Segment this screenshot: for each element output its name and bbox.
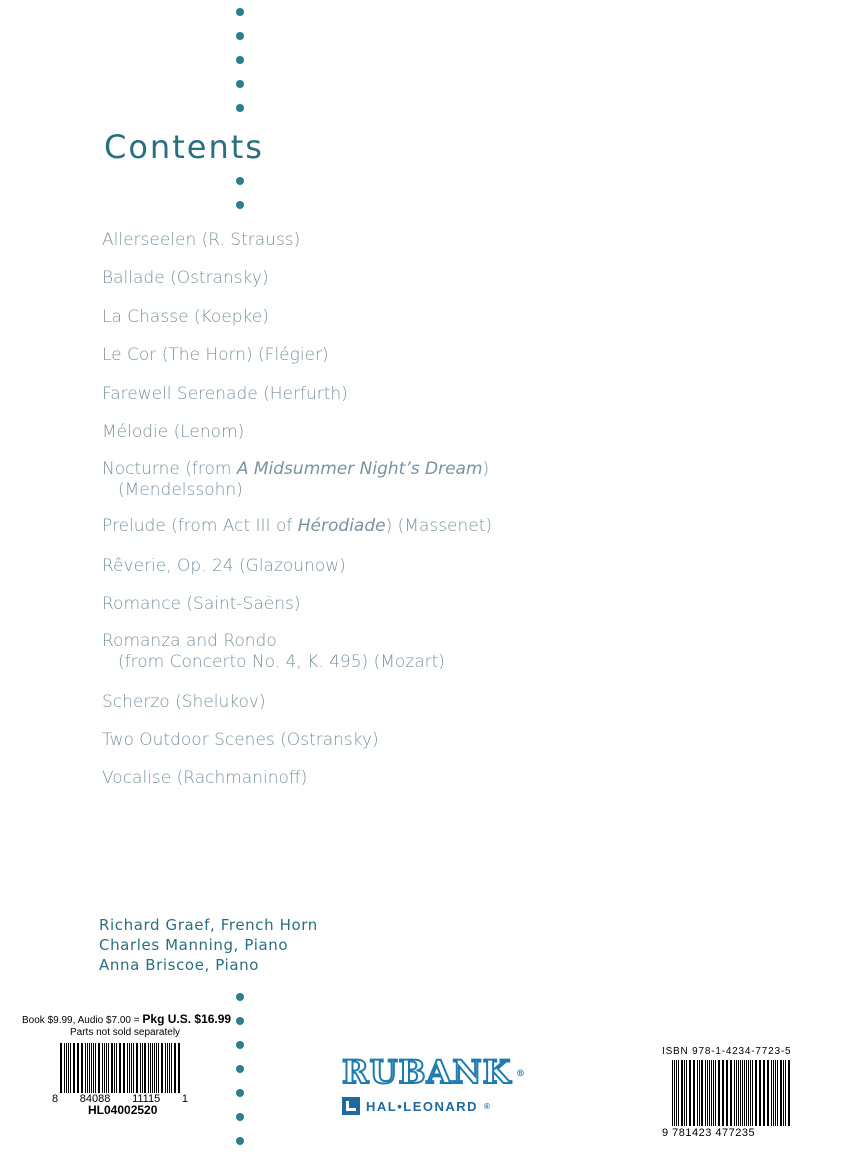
isbn-barcode [672,1060,792,1126]
toc-entry-work-title: Hérodiade [297,516,386,536]
upc-digits: 8 84088 11115 1 [52,1093,188,1105]
price-line: Book $9.99, Audio $7.00 = Pkg U.S. $16.99 [22,1012,232,1026]
toc-entry-title [102,556,346,576]
toc-entry [102,594,300,615]
hal-leonard-icon [342,1097,360,1115]
toc-entry-title [102,422,244,442]
performer-credits [99,915,318,975]
toc-entry-text: Romance (Saint-Saëns) [102,594,301,614]
page-title: Contents [104,128,264,166]
toc-entry-text: Scherzo (Shelukov) [102,692,266,712]
toc-entry [102,556,346,577]
parts-note: Parts not sold separately [70,1027,181,1038]
credit-line: Richard Graef, French Horn [99,916,318,934]
toc-entry-title [102,516,492,536]
toc-entry [102,230,300,251]
upc-barcode [60,1043,182,1093]
toc-entry [102,692,266,713]
toc-entry-title [102,345,329,365]
toc-entry-text: ) (Massenet) [385,516,493,536]
toc-entry-text: ) [482,459,490,479]
toc-entry [102,768,307,789]
toc-entry-text: Two Outdoor Scenes (Ostransky) [102,730,379,750]
toc-entry-title [102,230,300,250]
toc-entry-text: Allerseelen (R. Strauss) [102,230,301,250]
toc-entry-continuation: (from Concerto No. 4, K. 495) (Mozart) [118,652,445,672]
toc-entry-title [102,631,277,651]
catalog-number: HL04002520 [88,1103,158,1117]
toc-entry-title [102,384,348,404]
toc-entry-text: Farewell Serenade (Herfurth) [102,384,348,404]
toc-entry-text: Romanza and Rondo [102,631,277,651]
toc-entry-text: La Chasse (Koepke) [102,307,269,327]
toc-entry-title [102,692,266,712]
toc-entry-title [102,594,300,614]
credit-line: Charles Manning, Piano [99,936,289,954]
toc-entry [102,268,269,289]
toc-entry [102,516,492,537]
toc-entry [102,422,244,443]
credit-line: Anna Briscoe, Piano [99,956,260,974]
toc-entry-title [102,730,379,750]
toc-entry [102,631,445,673]
toc-entry-text: Rêverie, Op. 24 (Glazounow) [102,556,346,576]
toc-entry-text: Le Cor (The Horn) (Flégier) [102,345,329,365]
toc-entry [102,307,269,328]
toc-entry [102,730,379,751]
isbn-label: ISBN 978-1-4234-7723-5 [662,1046,792,1057]
toc-entry-text: Mélodie (Lenom) [102,422,245,442]
toc-entry-title [102,307,269,327]
toc-entry-title [102,768,307,788]
rubank-logo: RUBANK ® HAL•LEONARD ® [342,1053,526,1114]
toc-entry [102,459,489,501]
toc-entry-title [102,268,269,288]
toc-entry-text: Vocalise (Rachmaninoff) [102,768,308,788]
isbn-digits: 9 781423 477235 [662,1127,756,1139]
toc-entry-text: Nocturne (from [102,459,237,479]
toc-entry [102,345,329,366]
toc-entry-work-title: A Midsummer Night’s Dream [236,459,483,479]
toc-entry [102,384,348,405]
toc-entry-text: Prelude (from Act III of [102,516,298,536]
toc-entry-title [102,459,489,479]
toc-entry-text: Ballade (Ostransky) [102,268,269,288]
toc-entry-continuation: (Mendelssohn) [118,480,243,500]
